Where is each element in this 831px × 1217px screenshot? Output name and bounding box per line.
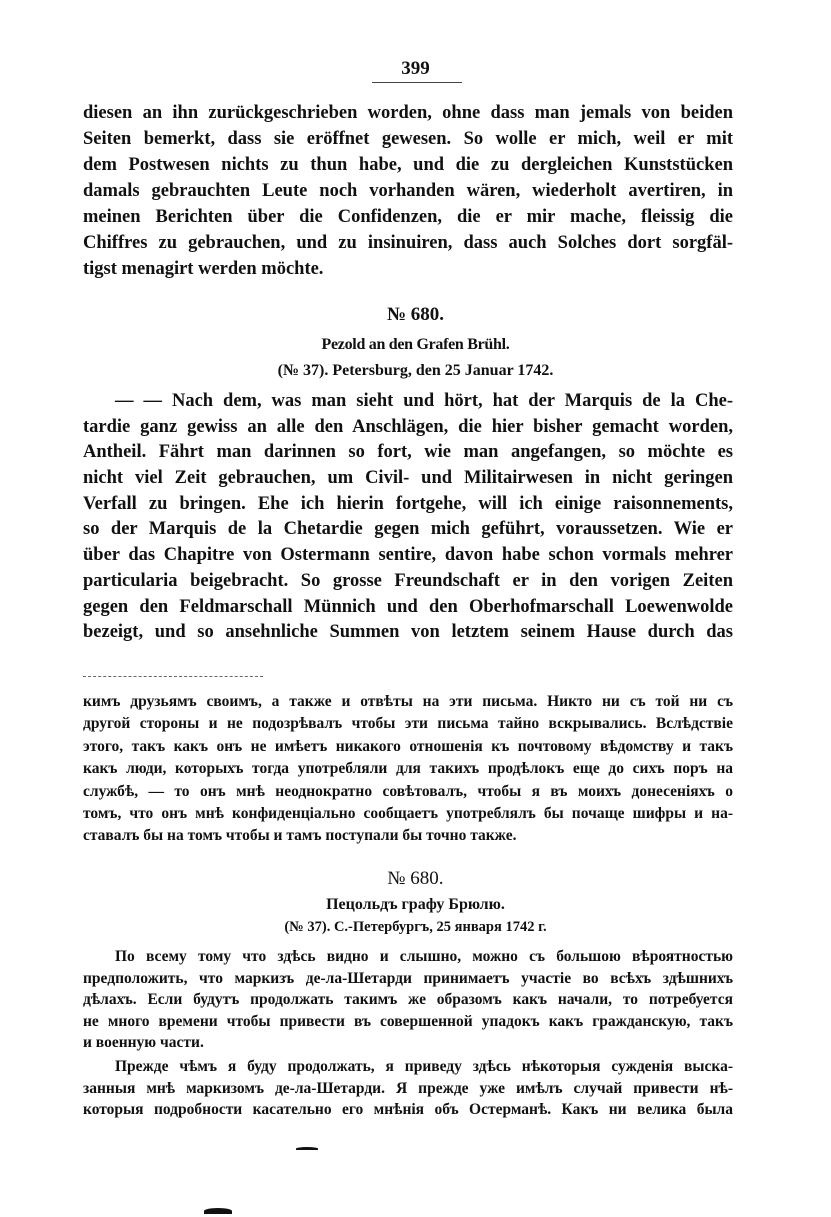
text-line: particularia beigebracht. So grosse Freundschaft er in den vorigen Zeiten	[83, 570, 733, 591]
german-doc-title: Pezold an den Grafen Brühl.	[321, 336, 510, 353]
text-line: tigst menagirt werden möchte.	[83, 259, 324, 279]
russian-continuation	[83, 691, 733, 848]
text-line: Verfall zu bringen. Ehe ich hierin fortgehe, will ich einige raisonnements,	[83, 493, 733, 514]
text-line: этого, такъ какъ онъ не имѣетъ никакого отношенія къ почтовому вѣдомству и такъ	[83, 737, 733, 755]
text-line: предположить, что маркизъ де-ла-Шетарди принимаетъ участіе во всѣхъ здѣшнихъ	[83, 969, 733, 987]
page-number: 399	[401, 58, 430, 79]
text-line: diesen an ihn zurückgeschrieben worden, ohne dass man jemals von beiden	[83, 103, 733, 123]
footnote-separator	[83, 676, 263, 677]
text-line: nicht viel Zeit gebrauchen, um Civil- und Militairwesen in nicht geringen	[83, 468, 733, 489]
russian-doc-dateline: (№ 37). С.-Петербургъ, 25 января 1742 г.	[284, 919, 547, 935]
german-body	[83, 389, 733, 646]
text-line: По всему тому что здѣсь видно и слышно, можно съ большою вѣроятностью	[115, 948, 733, 965]
german-doc-dateline: (№ 37). Petersburg, den 25 Januar 1742.	[277, 362, 554, 379]
text-line: которыя подробности касательно его мнѣнія объ Остерманѣ. Какъ ни велика была	[83, 1101, 733, 1118]
german-continuation	[83, 100, 733, 282]
text-line: ставалъ бы на томъ чтобы и тамъ поступали бы точно также.	[83, 827, 517, 845]
text-line: службѣ, — то онъ мнѣ неоднократно совѣтовалъ, чтобы я въ моихъ донесеніяхъ о	[83, 782, 733, 800]
text-line: so der Marquis de la Chetardie gegen mich geführt, voraussetzen. Wie er	[83, 519, 733, 540]
text-line: damals gebrauchten Leute noch vorhanden wären, wiederholt avertiren, in	[83, 181, 733, 201]
text-line: другой стороны и не подозрѣвалъ чтобы эти письма тайно вскрывались. Вслѣдствіе	[83, 715, 733, 733]
text-line: томъ, что онъ мнѣ конфиденціально сообщаетъ употреблялъ бы почаще шифры и на-	[83, 804, 733, 822]
text-line: и военную части.	[83, 1034, 204, 1051]
text-line: дѣлахъ. Если будутъ продолжать такимъ же образомъ какъ начали, то потребуется	[83, 991, 733, 1008]
russian-doc-number: № 680.	[387, 868, 444, 889]
text-line: meinen Berichten über die Confidenzen, die er mir mache, fleissig die	[83, 207, 733, 227]
russian-doc-title: Пецольдъ графу Брюлю.	[326, 896, 505, 913]
text-line: не много времени чтобы привести въ совершенной упадокъ какъ гражданскую, такъ	[83, 1012, 733, 1030]
text-line: какъ люди, которыхъ тогда употребляли для такихъ продѣлокъ еще до сихъ поръ на	[83, 760, 733, 778]
text-line: tardie ganz gewiss an alle den Anschlägen, die hier bisher gemacht worden,	[83, 416, 733, 437]
text-line: Antheil. Fährt man darinnen so fort, wie man angefangen, so möchte es	[83, 442, 733, 463]
russian-paragraph-1	[83, 946, 733, 1054]
text-line: Прежде чѣмъ я буду продолжать, я приведу здѣсь нѣкоторыя сужденія выска-	[115, 1058, 733, 1075]
russian-paragraph-2	[83, 1056, 733, 1121]
text-line: — — Nach dem, was man sieht und hört, hat der Marquis de la Che-	[115, 391, 733, 411]
text-line: über das Chapitre von Ostermann sentire, davon habe schon vormals mehrer	[83, 545, 733, 566]
ink-mark	[204, 1208, 232, 1214]
text-line: занныя мнѣ маркизомъ де-ла-Шетарди. Я прежде уже имѣлъ случай привести нѣ-	[83, 1079, 733, 1097]
german-doc-number: № 680.	[386, 304, 445, 325]
text-line: gegen den Feldmarschall Münnich und den Oberhofmarschall Loewenwolde	[83, 596, 733, 617]
text-line: dem Postwesen nichts zu thun habe, und die zu dergleichen Kunststücken	[83, 155, 733, 175]
ink-mark	[296, 1147, 318, 1150]
text-line: bezeigt, und so ansehnliche Summen von letztem seinem Hause durch das	[83, 622, 733, 643]
text-line: Seiten bemerkt, dass sie eröffnet gewesen. So wolle er mich, weil er mit	[83, 129, 733, 149]
text-line: кимъ друзьямъ своимъ, а также и отвѣты на эти письма. Никто ни съ той ни съ	[83, 693, 733, 710]
page-number-rule	[372, 82, 462, 83]
text-line: Chiffres zu gebrauchen, und zu insinuiren, dass auch Solches dort sorgfäl-	[83, 233, 733, 253]
